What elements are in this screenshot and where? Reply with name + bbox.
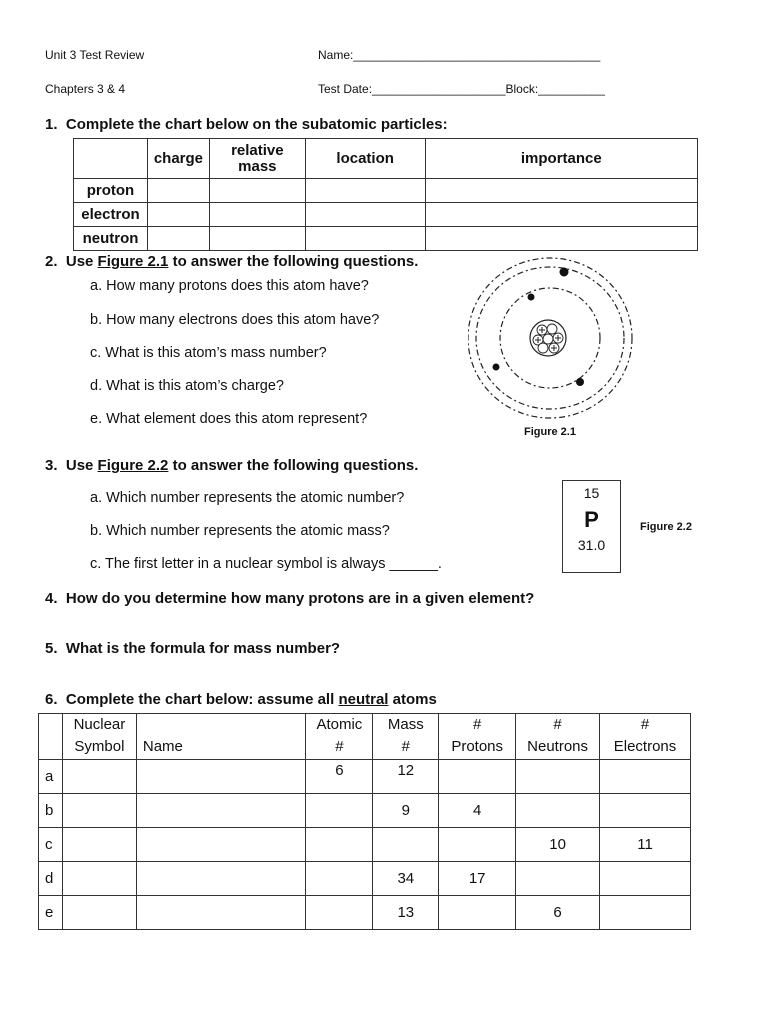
test-date-field[interactable]: Test Date:____________________Block:__________	[318, 82, 605, 96]
question-4	[45, 590, 534, 607]
column-header: Atomic #	[306, 714, 373, 760]
table-row	[39, 862, 691, 896]
answer-cell[interactable]	[62, 896, 136, 930]
value-cell: 12	[373, 760, 439, 794]
question-text: What is the formula for mass number?	[65, 640, 341, 657]
column-header: Name	[136, 714, 306, 760]
answer-cell[interactable]	[147, 203, 209, 227]
subatomic-particles-table	[73, 138, 698, 251]
question-2e: e. What element does this atom represent?	[90, 411, 368, 427]
figure-reference: Figure 2.1	[97, 253, 169, 270]
column-header: charge	[147, 139, 209, 179]
question-3b: b. Which number represents the atomic mass?	[90, 523, 390, 539]
row-letter: c	[39, 828, 63, 862]
column-header: Nuclear Symbol	[62, 714, 136, 760]
column-header	[39, 714, 63, 760]
question-number: 5.	[45, 640, 58, 657]
answer-cell[interactable]	[136, 828, 306, 862]
answer-cell[interactable]	[306, 896, 373, 930]
question-text: Use	[65, 457, 98, 474]
answer-cell[interactable]	[62, 862, 136, 896]
column-header: Mass #	[373, 714, 439, 760]
atomic-number: 15	[583, 485, 600, 501]
question-3	[45, 457, 418, 474]
question-number: 3.	[45, 457, 58, 474]
answer-cell[interactable]	[62, 828, 136, 862]
atomic-mass: 31.0	[577, 537, 606, 553]
value-cell: 34	[373, 862, 439, 896]
name-field[interactable]: Name:_____________________________________	[318, 48, 601, 62]
table-header-row	[74, 139, 698, 179]
unit-title: Unit 3 Test Review	[45, 48, 145, 62]
answer-cell[interactable]	[516, 794, 600, 828]
underlined-word: neutral	[338, 691, 389, 708]
electron	[560, 268, 569, 277]
value-cell: 10	[516, 828, 600, 862]
question-2b: b. How many electrons does this atom have?	[90, 312, 380, 328]
question-2c: c. What is this atom’s mass number?	[90, 345, 327, 361]
question-text: Complete the chart below: assume all	[65, 691, 339, 708]
table-row	[39, 828, 691, 862]
electron	[576, 378, 584, 386]
table-row	[74, 203, 698, 227]
answer-cell[interactable]	[209, 203, 305, 227]
column-header: location	[305, 139, 425, 179]
atom-diagram	[468, 254, 638, 422]
answer-cell[interactable]	[209, 179, 305, 203]
column-header: relative mass	[209, 139, 305, 179]
row-label: electron	[74, 203, 148, 227]
value-cell: 17	[439, 862, 516, 896]
question-number: 1.	[45, 116, 58, 133]
answer-cell[interactable]	[306, 862, 373, 896]
answer-cell[interactable]	[439, 828, 516, 862]
answer-cell[interactable]	[136, 760, 306, 794]
figure-2-2-caption: Figure 2.2	[640, 521, 692, 533]
answer-cell[interactable]	[62, 760, 136, 794]
question-text: to answer the following questions.	[168, 253, 419, 270]
answer-cell[interactable]	[305, 203, 425, 227]
value-cell: 6	[516, 896, 600, 930]
question-number: 4.	[45, 590, 58, 607]
question-3a: a. Which number represents the atomic number?	[90, 490, 405, 506]
row-label: neutron	[74, 227, 148, 251]
answer-cell[interactable]	[425, 227, 697, 251]
question-text: atoms	[388, 691, 437, 708]
question-2d: d. What is this atom’s charge?	[90, 378, 284, 394]
column-header: importance	[425, 139, 697, 179]
answer-cell[interactable]	[306, 828, 373, 862]
question-number: 6.	[45, 691, 58, 708]
table-row	[74, 179, 698, 203]
answer-cell[interactable]	[136, 862, 306, 896]
answer-cell[interactable]	[136, 896, 306, 930]
answer-cell[interactable]	[600, 896, 691, 930]
question-5	[45, 640, 340, 657]
element-symbol: P	[584, 507, 599, 532]
table-row	[39, 760, 691, 794]
chapters-label: Chapters 3 & 4	[45, 82, 126, 96]
answer-cell[interactable]	[439, 896, 516, 930]
table-corner-cell	[74, 139, 148, 179]
answer-cell[interactable]	[425, 203, 697, 227]
value-cell: 9	[373, 794, 439, 828]
question-text: Complete the chart below on the subatomic particles:	[65, 116, 448, 133]
answer-cell[interactable]	[600, 760, 691, 794]
answer-cell[interactable]	[425, 179, 697, 203]
question-number: 2.	[45, 253, 58, 270]
electron	[528, 294, 535, 301]
column-header: # Protons	[439, 714, 516, 760]
table-header-row	[39, 714, 691, 760]
row-letter: b	[39, 794, 63, 828]
answer-cell[interactable]	[209, 227, 305, 251]
answer-cell[interactable]	[439, 760, 516, 794]
figure-2-1-caption: Figure 2.1	[524, 426, 576, 438]
row-letter: d	[39, 862, 63, 896]
periodic-element-box	[562, 480, 621, 573]
answer-cell[interactable]	[306, 794, 373, 828]
question-6	[45, 691, 437, 708]
value-cell: 4	[439, 794, 516, 828]
value-cell: 13	[373, 896, 439, 930]
question-1	[45, 116, 448, 133]
question-text: How do you determine how many protons are in a given element?	[65, 590, 535, 607]
answer-cell[interactable]	[600, 794, 691, 828]
answer-cell[interactable]	[147, 179, 209, 203]
answer-cell[interactable]	[305, 227, 425, 251]
value-cell: 6	[306, 760, 373, 794]
atoms-table	[38, 713, 691, 930]
table-row	[74, 227, 698, 251]
value-cell: 11	[600, 828, 691, 862]
figure-reference: Figure 2.2	[97, 457, 169, 474]
row-letter: e	[39, 896, 63, 930]
question-2a: a. How many protons does this atom have?	[90, 278, 369, 294]
question-2	[45, 253, 418, 270]
answer-cell[interactable]	[600, 862, 691, 896]
row-letter: a	[39, 760, 63, 794]
column-header: # Electrons	[600, 714, 691, 760]
table-row	[39, 896, 691, 930]
answer-cell[interactable]	[305, 179, 425, 203]
answer-cell[interactable]	[136, 794, 306, 828]
electron	[493, 364, 500, 371]
row-label: proton	[74, 179, 148, 203]
answer-cell[interactable]	[373, 828, 439, 862]
answer-cell[interactable]	[516, 760, 600, 794]
question-text: Use	[65, 253, 98, 270]
question-text: to answer the following questions.	[168, 457, 419, 474]
answer-cell[interactable]	[516, 862, 600, 896]
table-row	[39, 794, 691, 828]
column-header: # Neutrons	[516, 714, 600, 760]
answer-cell[interactable]	[62, 794, 136, 828]
answer-cell[interactable]	[147, 227, 209, 251]
question-3c: c. The first letter in a nuclear symbol is always ______.	[90, 556, 442, 572]
